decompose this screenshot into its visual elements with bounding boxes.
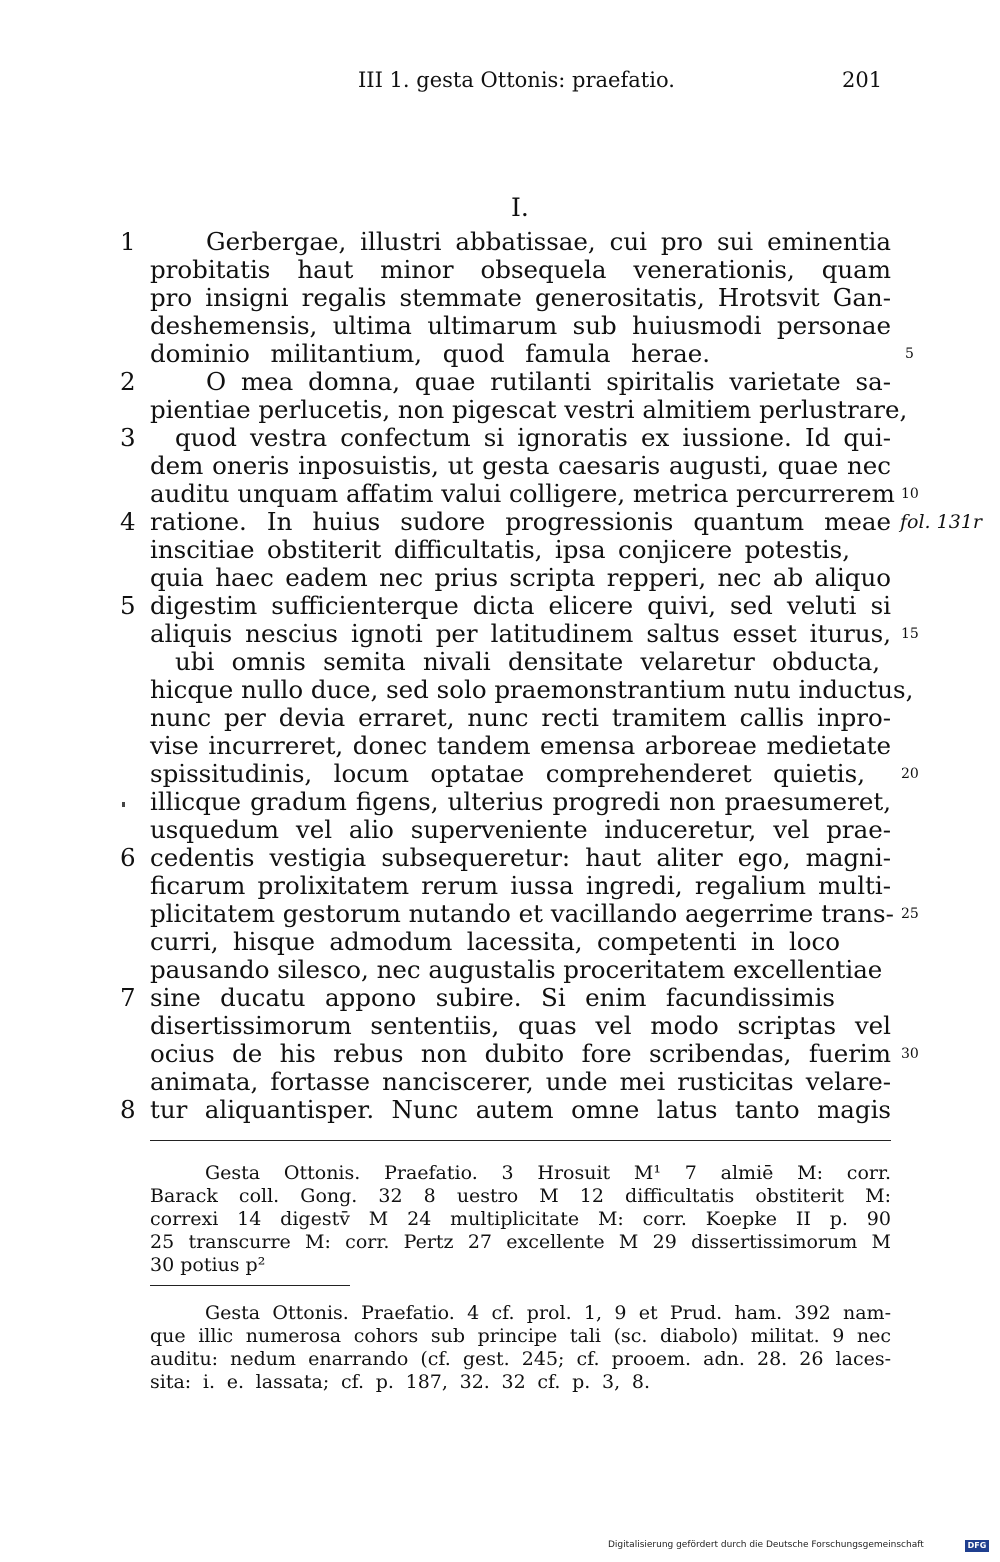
text-line: inscitiae obstiterit difficultatis, ipsa conjicere potestis, [150,535,850,564]
section-number: 5 [120,591,136,620]
note-line: sita: i. e. lassata; cf. p. 187, 32. 32 cf. p. 3, 8. [150,1371,650,1393]
text-line: tur aliquantisper. Nunc autem omne latus tanto magis [150,1095,891,1124]
text-line: Gerbergae, illustri abbatissae, cui pro sui eminentia [206,227,891,256]
section-number: 6 [120,843,136,872]
text-line: hicque nullo duce, sed solo praemonstrantium nutu inductus, [150,675,914,704]
text-line: probitatis haut minor obsequela venerationis, quam [150,255,891,284]
apparatus-line: Gesta Ottonis. Praefatio. 3 Hrosuit M¹ 7 almiē M: corr. [205,1162,891,1184]
margin-mark [122,802,125,807]
text-line: nunc per devia erraret, nunc recti tramitem callis inpro- [150,703,891,732]
text-line: animata, fortasse nanciscerer, unde mei rusticitas velare- [150,1067,891,1096]
text-line: vise incurreret, donec tandem emensa arboreae medietate [150,731,891,760]
section-number: 4 [120,507,136,536]
text-line: digestim sufficienterque dicta elicere quivi, sed veluti si [150,591,891,620]
apparatus-line: 30 potius p² [150,1254,266,1276]
line-number: 30 [901,1046,919,1062]
text-line: ubi omnis semita nivali densitate velaretur obducta, [175,647,880,676]
text-line: plicitatem gestorum nutando et vacillando aegerrime trans- [150,899,894,928]
text-line: auditu unquam affatim valui colligere, metrica percurrerem [150,479,895,508]
text-line: ratione. In huius sudore progressionis quantum meae [150,507,891,536]
text-line: pientiae perlucetis, non pigescat vestri almitiem perlustrare, [150,395,908,424]
text-line: sine ducatu appono subire. Si enim facundissimis [150,983,835,1012]
text-line: dominio militantium, quod famula herae. [150,339,710,368]
line-number: 10 [901,486,919,502]
text-line: dem oneris inposuistis, ut gesta caesaris augusti, quae nec [150,451,891,480]
section-number: 2 [120,367,136,396]
section-number: 8 [120,1095,136,1124]
line-number: 15 [901,626,919,642]
text-line: pro insigni regalis stemmate generositatis, Hrotsvit Gan- [150,283,891,312]
text-line: O mea domna, quae rutilanti spiritalis varietate sa- [206,367,891,396]
text-line: aliquis nescius ignoti per latitudinem saltus esset iturus, [150,619,891,648]
text-line: quia haec eadem nec prius scripta repperi, nec ab aliquo [150,563,891,592]
apparatus-line: Barack coll. Gong. 32 8 uestro M 12 difficultatis obstiterit M: [150,1185,891,1207]
running-header-title: III 1. gesta Ottonis: praefatio. [358,68,675,92]
notes-divider [150,1285,350,1286]
section-number: 7 [120,983,136,1012]
note-line: Gesta Ottonis. Praefatio. 4 cf. prol. 1, 9 et Prud. ham. 392 nam- [205,1302,891,1324]
line-number: 20 [901,766,919,782]
text-line: ocius de his rebus non dubito fore scribendas, fuerim [150,1039,891,1068]
text-line: ficarum prolixitatem rerum iussa ingredi, regalium multi- [150,871,891,900]
section-number: 3 [120,423,136,452]
text-line: cedentis vestigia subsequeretur: haut aliter ego, magni- [150,843,891,872]
text-line: quod vestra confectum si ignoratis ex iussione. Id qui- [175,423,891,452]
page-number: 201 [842,68,883,92]
text-line: usquedum vel alio superveniente induceretur, vel prae- [150,815,891,844]
text-line: illicque gradum figens, ulterius progredi non praesumeret, [150,787,891,816]
text-line: curri, hisque admodum lacessita, competenti in loco [150,927,840,956]
line-number: 25 [901,906,919,922]
apparatus-divider [150,1140,891,1141]
line-number: 5 [905,346,914,362]
folio-marker: fol. 131r [900,511,982,533]
apparatus-line: correxi 14 digestv̄ M 24 multiplicitate M: corr. Koepke II p. 90 [150,1208,891,1230]
text-line: disertissimorum sententiis, quas vel modo scriptas vel [150,1011,891,1040]
section-number: 1 [120,227,136,256]
text-line: deshemensis, ultima ultimarum sub huiusmodi personae [150,311,891,340]
dfg-logo: DFG [965,1540,989,1552]
section-heading: I. [511,193,529,222]
note-line: que illic numerosa cohors sub principe tali (sc. diabolo) militat. 9 nec [150,1325,891,1347]
text-line: spissitudinis, locum optatae comprehenderet quietis, [150,759,865,788]
digitization-credit: Digitalisierung gefördert durch die Deutsche Forschungsgemeinschaft [608,1540,924,1550]
text-line: pausando silesco, nec augustalis proceritatem excellentiae [150,955,883,984]
note-line: auditu: nedum enarrando (cf. gest. 245; cf. prooem. adn. 28. 26 laces- [150,1348,891,1370]
apparatus-line: 25 transcurre M: corr. Pertz 27 excellente M 29 dissertissimorum M [150,1231,891,1253]
